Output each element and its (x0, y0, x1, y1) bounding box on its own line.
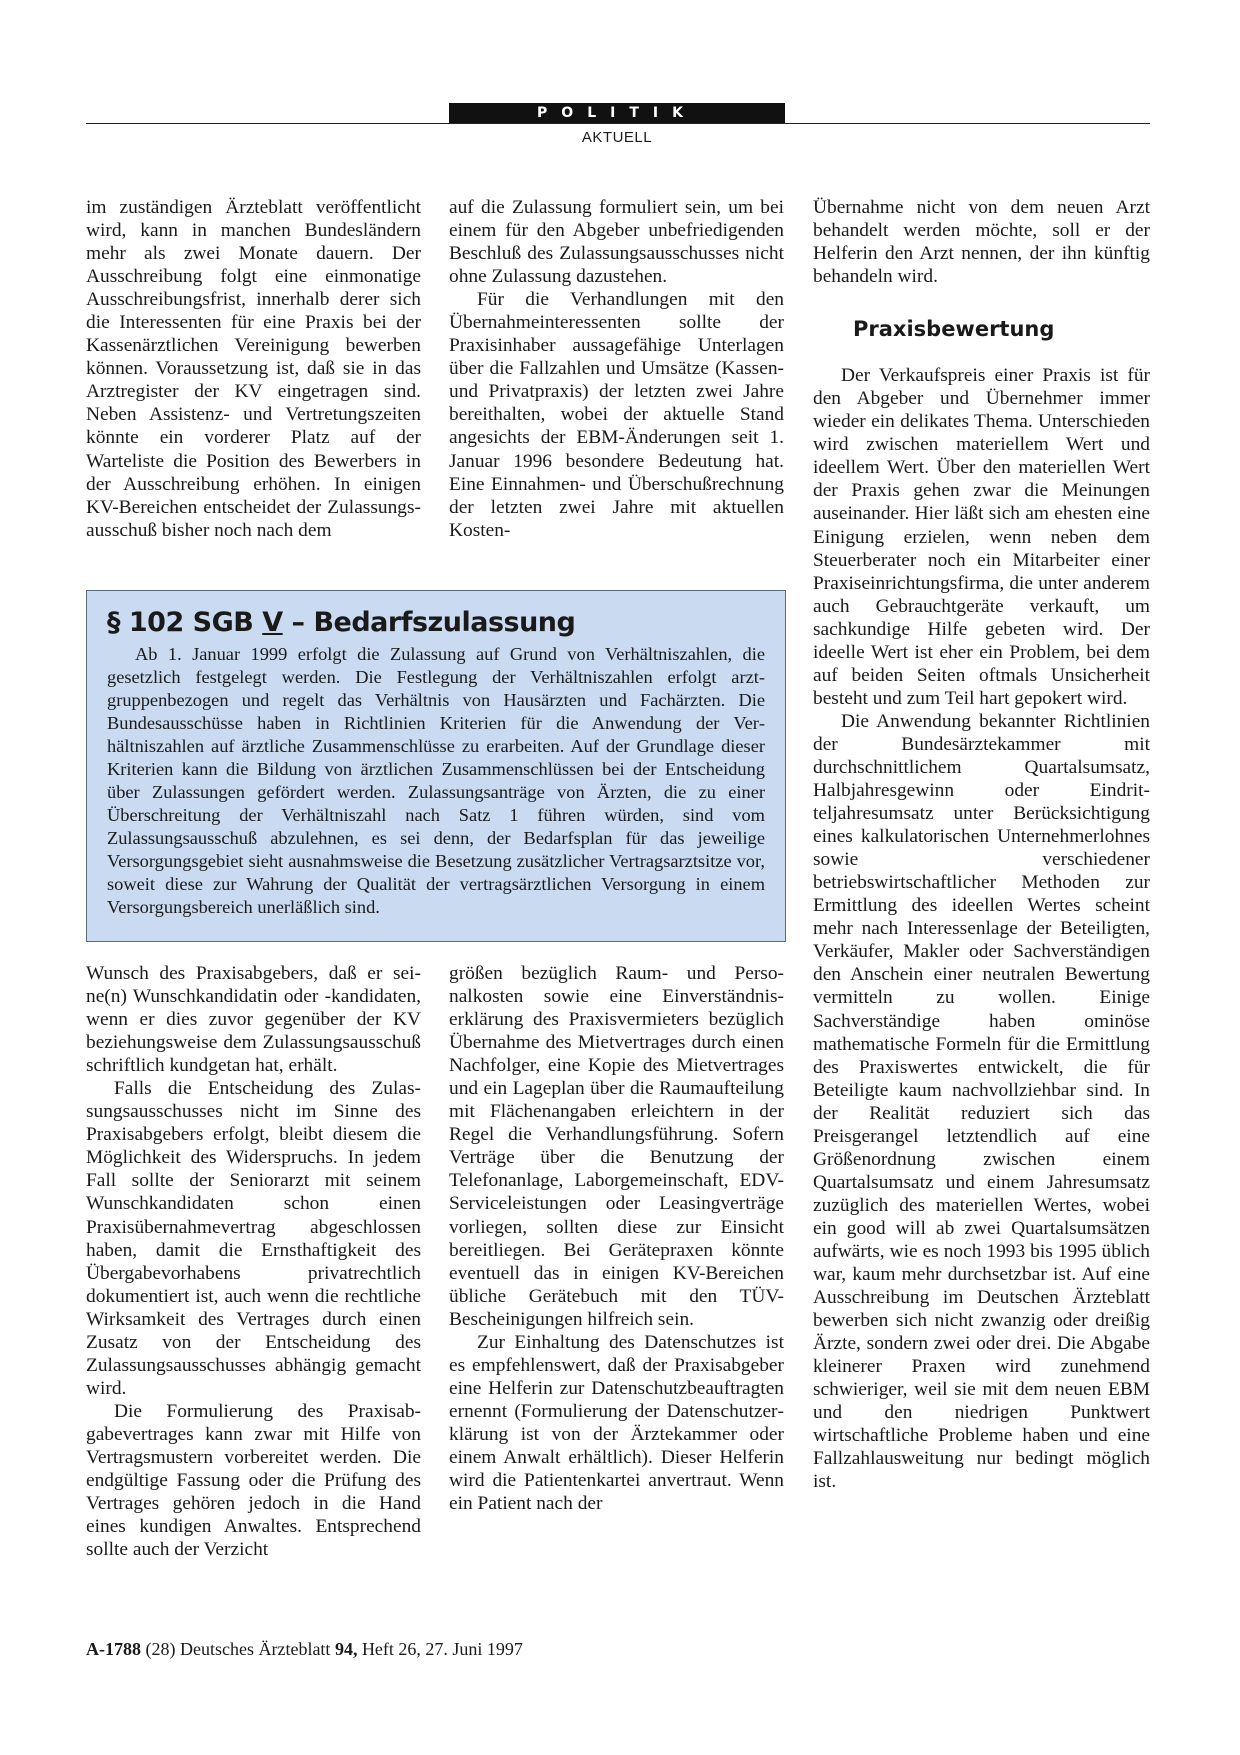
header-rule (86, 123, 1150, 124)
info-box-bedarfszulassung (86, 590, 786, 942)
title-prefix: § 102 SGB (107, 607, 263, 638)
section-label: POLITIK (449, 103, 785, 123)
info-box-body: Ab 1. Januar 1999 erfolgt die Zulassung auf Grund von Verhältniszahlen, die gesetzlich festgelegt werden. Die Festlegung der Verhältniszahlen erfolgt arztgruppenbezogen und regelt das Verhältnis von Hausärzten und Fachärzten. Die Bundesausschüsse haben in Richtlinien Kriterien für die Anwendung der Verhältniszahlen auf ärztliche Zusammenschlüsse zu erarbeiten. Auf der Grundlage dieser Kriterien kann die Bildung von ärztlichen Zusammenschlüssen bei der Entscheidung über Zulassungen gefördert werden. Zulassungsanträge von Ärzten, die zu einer Überschreitung der Verhältniszahl nach Satz 1 führen würden, sind vom Zulassungsausschuß abzulehnen, es sei denn, der Bedarfsplan für das jeweilige Versorgungsgebiet sieht ausnahmsweise die Besetzung zusätzlicher Vertragsarztsitze vor, soweit diese zur Wahrung der Qualität der vertragsärztlichen Versorgung in einem Versorgungsbereich unerläßlich sind. (107, 644, 765, 917)
column-3 (813, 196, 1150, 1493)
page-footer (86, 1638, 523, 1660)
paragraph: größen bezüglich Raum- und Personalkosten sowie eine Einverständniserklärung des Praxisvermieters bezüglich Übernahme des Mietvertrages durch einen Nachfolger, eine Kopie des Mietvertrages und ein Lageplan über die Raumaufteilung mit Flächenangaben erleichtern in der Regel die Verhandlungsführung. Sofern Verträge über die Benutzung der Telefonanlage, Laborgemeinschaft, EDV-Serviceleistungen oder Leasingverträge vorliegen, sollten diese zur Einsicht bereitliegen. Bei Gerätepraxen könnte eventuell das in einigen KV-Bereichen übliche Gerätebuch mit den TÜV-Bescheinigungen hilfreich sein. (449, 963, 784, 1330)
column-2-bottom (449, 962, 784, 1515)
paragraph: Der Verkaufspreis einer Praxis ist für den Abgeber und Übernehmer immer wieder ein delikates Thema. Unterschieden wird zwischen materiellem Wert und ideellem Wert. Über den materiellen Wert der Praxis gehen zwar die Meinungen auseinander. Hier läßt sich am ehesten eine Einigung erzielen, wenn neben dem Steuerberater noch ein Mitarbeiter einer Praxiseinrichtungsfirma, die unter anderem auch Gebrauchtgeräte verkauft, um sachkundige Hilfe gebeten wird. Der ideelle Wert ist eher ein Problem, bei dem auf beiden Seiten oftmals Unsicherheit besteht und zum Teil hart gepokert wird. (813, 365, 1150, 709)
page-number: A-1788 (86, 1639, 141, 1659)
subsection-label: AKTUELL (581, 129, 653, 146)
volume-number: 94, (334, 1639, 358, 1659)
paragraph: Die Formulierung des Praxisabgabevertrages kann zwar mit Hilfe von Vertragsmustern vorbereitet werden. Die endgültige Fassung oder die Prüfung des Vertrages gehören jedoch in die Hand eines kundigen Anwaltes. Entsprechend sollte auch der Verzicht (86, 1400, 421, 1561)
subheading-praxisbewertung: Praxisbewertung (853, 317, 1055, 342)
title-roman-numeral: V (262, 607, 283, 638)
paragraph: Für die Verhandlungen mit den Übernahmeinteressenten sollte der Praxisinhaber aussagefähige Unterlagen über die Fallzahlen und Umsätze (Kassen- und Privatpraxis) der letzten zwei Jahre bereithalten, wobei der aktuelle Stand angesichts der EBM-Änderungen seit 1. Januar 1996 besondere Bedeutung hat. Eine Einnahmen- und Überschußrechnung der letzten zwei Jahre mit aktuellen Kosten- (449, 289, 784, 541)
paragraph: im zuständigen Ärzteblatt veröffentlicht wird, kann in manchen Bundesländern mehr als zwei Monate dauern. Der Ausschreibung folgt eine einmonatige Ausschreibungsfrist, innerhalb derer sich die Interessenten für eine Praxis bei der Kassenärztlichen Vereinigung bewerben können. Voraussetzung ist, daß sie in das Arztregister der KV eingetragen sind. Neben Assistenz- und Vertretungszeiten könnte ein vorderer Platz auf der Warteliste die Position des Bewerbers in der Ausschreibung erhöhen. In einigen KV-Bereichen entscheidet der Zulassungsausschuß bisher noch nach dem (86, 197, 421, 541)
column-1-bottom (86, 962, 421, 1561)
paragraph: Falls die Entscheidung des Zulassungsausschusses nicht im Sinne des Praxisabgebers erfolgt, bleibt diesem die Möglichkeit des Widerspruchs. In jedem Fall sollte der Seniorarzt mit seinem Wunschkandidaten schon einen Praxisübernahmevertrag abgeschlossen haben, damit die Ernsthaftigkeit des Übergabevorhabens privatrechtlich dokumentiert ist, auch wenn die rechtliche Wirksamkeit des Vertrages durch einen Zusatz von der Entscheidung des Zulassungsausschusses abhängig gemacht wird. (86, 1078, 421, 1399)
title-suffix: – Bedarfszulassung (282, 607, 576, 638)
paragraph: Die Anwendung bekannter Richtlinien der Bundesärztekammer mit durchschnittlichem Quartalsumsatz, Halbjahresgewinn oder Eindritteljahresumsatz unter Berücksichtigung eines kalkulatorischen Unternehmerlohnes sowie verschiedener betriebswirtschaftlicher Methoden zur Ermittlung des ideellen Wertes scheint mehr nach Interessenlage der Beteiligten, Verkäufer, Makler oder Sachverständigen den Anschein einer neutralen Bewertung vermitteln zu wollen. Einige Sachverständige haben ominöse mathematische Formeln für die Ermittlung des Praxiswertes entwickelt, die für Beteiligte kaum nachvollziehbar sind. In der Realität reduziert sich das Preisgerangel letztendlich auf eine Größenordnung zwischen einem Quartalsumsatz und einem Jahresumsatz zuzüglich des materiellen Wertes, wobei ein good will ab zwei Quartalsumsätzen aufwärts, wie es noch 1993 bis 1995 üblich war, kaum mehr durchsetzbar ist. Auf eine Ausschreibung im Deutschen Ärzteblatt bewerben sich nicht zwanzig oder dreißig Ärzte, sondern zwei oder drei. Die Abgabe kleinerer Praxen wird zunehmend schwieriger, weil sie mit dem neuen EBM und den niedrigen Punktwert wirtschaftliche Probleme haben und eine Fallzahlausweitung nur bedingt möglich ist. (813, 710, 1150, 1493)
paragraph: Wunsch des Praxisabgebers, daß er seine(n) Wunschkandidatin oder -kandidaten, wenn er dies zuvor gegenüber der KV beziehungsweise dem Zulassungsausschuß schriftlich kundgetan hat, erhält. (86, 963, 421, 1077)
issue-info: Heft 26, 27. Juni 1997 (361, 1639, 523, 1659)
paragraph: auf die Zulassung formuliert sein, um bei einem für den Abgeber unbefriedigenden Beschluß des Zulassungsausschusses nicht ohne Zulassung dazustehen. (449, 197, 784, 288)
info-box-title (107, 607, 765, 639)
column-2-top (449, 196, 784, 542)
paragraph: Übernahme nicht von dem neuen Arzt behandelt werden möchte, soll er der Helferin den Arzt nennen, der ihn künftig behandeln wird. (813, 197, 1150, 288)
paragraph: Zur Einhaltung des Datenschutzes ist es empfehlenswert, daß der Praxisabgeber eine Helferin zur Datenschutzbeauftragten ernennt (Formulierung der Datenschutzerklärung ist von der Ärztekammer oder einem Anwalt erhältlich). Dieser Helferin wird die Patientenkartei anvertraut. Wenn ein Patient nach der (449, 1331, 784, 1515)
column-1-top (86, 196, 421, 542)
journal-name: (28) Deutsches Ärzteblatt (145, 1639, 331, 1659)
